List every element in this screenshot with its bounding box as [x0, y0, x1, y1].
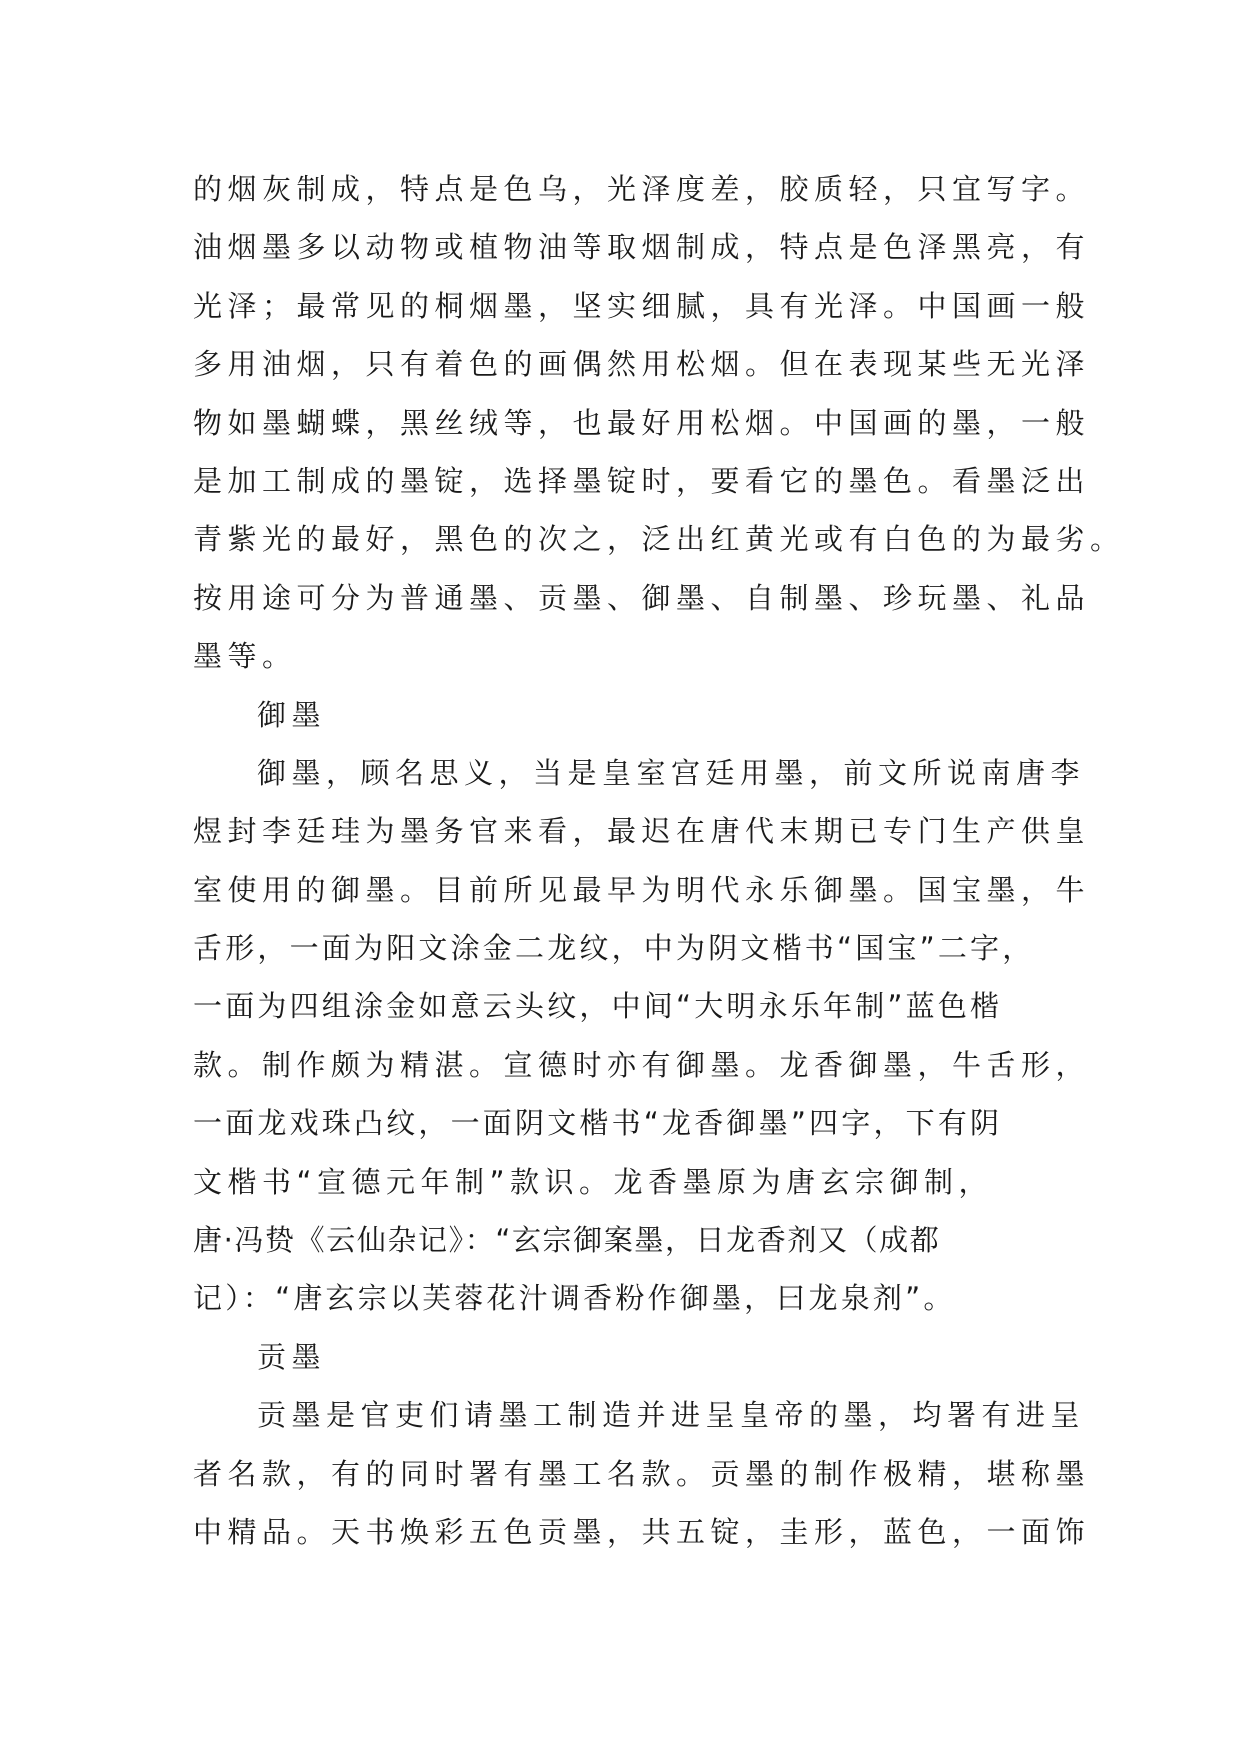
text-line: 舌形，一面为阳文涂金二龙纹，中为阴文楷书“国宝”二字，: [193, 931, 1035, 966]
text-line: 光泽；最常见的桐烟墨，坚实细腻，具有光泽。中国画一般: [193, 288, 1091, 323]
text-line: 中精品。天书焕彩五色贡墨，共五锭，圭形，蓝色，一面饰: [193, 1514, 1091, 1549]
text-line: 按用途可分为普通墨、贡墨、御墨、自制墨、珍玩墨、礼品: [193, 580, 1091, 615]
text-line: 室使用的御墨。目前所见最早为明代永乐御墨。国宝墨，牛: [193, 872, 1091, 907]
text-line: 多用油烟，只有着色的画偶然用松烟。但在表现某些无光泽: [193, 347, 1091, 382]
text-line: 物如墨蝴蝶，黑丝绒等，也最好用松烟。中国画的墨，一般: [193, 405, 1091, 440]
text-line: 记）：“唐玄宗以芙蓉花汁调香粉作御墨，曰龙泉剂”。: [193, 1281, 956, 1316]
section-heading: 御墨: [257, 697, 327, 732]
text-line: 煜封李廷珪为墨务官来看，最迟在唐代末期已专门生产供皇: [193, 814, 1091, 849]
document-page: [193, 160, 1125, 1561]
text-line: 者名款，有的同时署有墨工名款。贡墨的制作极精，堪称墨: [193, 1456, 1091, 1491]
paragraph-start: 贡墨是官吏们请墨工制造并进呈皇帝的墨，均署有进呈: [257, 1398, 1086, 1433]
text-line: 是加工制成的墨锭，选择墨锭时，要看它的墨色。看墨泛出: [193, 463, 1091, 498]
text-line: 墨等。: [193, 639, 297, 674]
paragraph-start: 御墨，顾名思义，当是皇室宫廷用墨，前文所说南唐李: [257, 755, 1086, 790]
text-line: 一面为四组涂金如意云头纹，中间“大明永乐年制”蓝色楷: [193, 989, 1003, 1024]
section-heading: 贡墨: [257, 1339, 327, 1374]
text-line: 的烟灰制成，特点是色乌，光泽度差，胶质轻，只宜写字。: [193, 172, 1091, 206]
text-line: 青紫光的最好，黑色的次之，泛出红黄光或有白色的为最劣。: [193, 522, 1125, 557]
text-line: 文楷书“宣德元年制”款识。龙香墨原为唐玄宗御制，: [193, 1164, 994, 1199]
text-line: 唐·冯贽《云仙杂记》：“玄宗御案墨，日龙香剂又（成都: [193, 1223, 941, 1258]
text-line: 款。制作颇为精湛。宣德时亦有御墨。龙香御墨，牛舌形，: [193, 1047, 1091, 1082]
text-line: 油烟墨多以动物或植物油等取烟制成，特点是色泽黑亮，有: [193, 230, 1091, 265]
text-line: 一面龙戏珠凸纹，一面阴文楷书“龙香御墨”四字，下有阴: [193, 1106, 1003, 1141]
